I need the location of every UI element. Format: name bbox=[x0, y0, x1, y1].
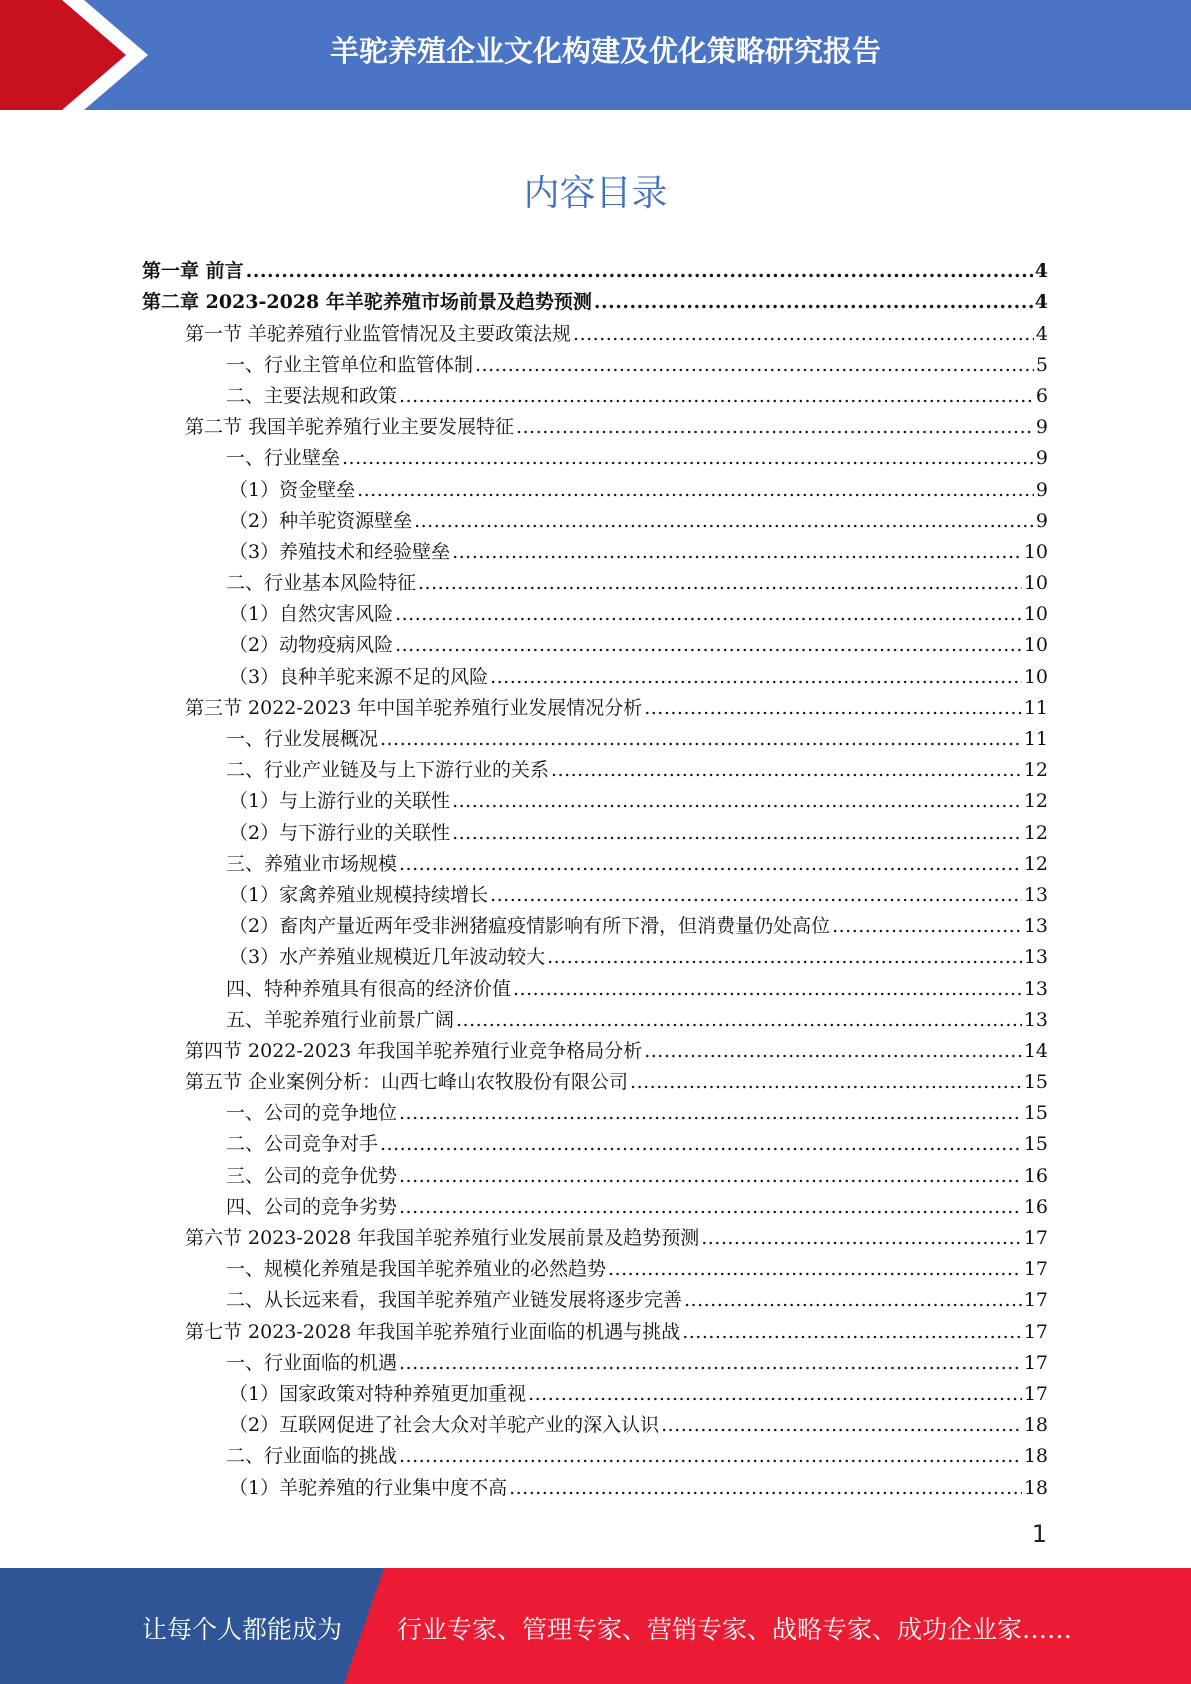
toc-entry[interactable] bbox=[142, 1468, 1048, 1499]
toc-entry[interactable] bbox=[142, 626, 1048, 657]
toc-dot-leader bbox=[832, 915, 1022, 938]
toc-entry-page: 4 bbox=[1035, 322, 1048, 345]
toc-entry-title: （3）良种羊驼来源不足的风险 bbox=[229, 665, 489, 688]
toc-dot-leader bbox=[399, 1196, 1022, 1219]
toc-entry-title: （3）水产养殖业规模近几年波动较大 bbox=[229, 946, 546, 969]
toc-entry[interactable] bbox=[142, 470, 1048, 501]
toc-dot-leader bbox=[380, 1133, 1022, 1156]
toc-dot-leader bbox=[644, 697, 1022, 720]
toc-dot-leader bbox=[418, 572, 1022, 595]
toc-entry-title: 三、养殖业市场规模 bbox=[226, 852, 398, 875]
toc-entry[interactable] bbox=[142, 845, 1048, 876]
toc-entry[interactable] bbox=[142, 564, 1048, 595]
toc-entry-page: 13 bbox=[1023, 1008, 1048, 1031]
toc-entry-page: 11 bbox=[1023, 696, 1048, 719]
toc-dot-leader bbox=[608, 1258, 1022, 1281]
toc-dot-leader bbox=[395, 603, 1022, 626]
toc-dot-leader bbox=[594, 291, 1033, 314]
toc-entry-title: 三、公司的竞争优势 bbox=[226, 1164, 398, 1187]
toc-entry-page: 13 bbox=[1023, 946, 1048, 969]
toc-entry-page: 12 bbox=[1023, 821, 1048, 844]
toc-entry-page: 12 bbox=[1023, 790, 1048, 813]
toc-entry-page: 11 bbox=[1023, 728, 1048, 750]
toc-entry[interactable] bbox=[142, 938, 1048, 969]
toc-entry-title: 第二章 2023-2028 年羊驼养殖市场前景及趋势预测 bbox=[142, 291, 592, 314]
toc-entry[interactable] bbox=[142, 689, 1048, 720]
toc-entry-page: 18 bbox=[1023, 1476, 1048, 1499]
toc-entry[interactable] bbox=[142, 1344, 1048, 1375]
toc-entry-title: （1）国家政策对特种养殖更加重视 bbox=[229, 1382, 527, 1405]
toc-entry[interactable] bbox=[142, 502, 1048, 533]
toc-entry-page: 13 bbox=[1023, 915, 1048, 938]
toc-entry-title: 二、行业产业链及与上下游行业的关系 bbox=[226, 759, 550, 782]
toc-entry-title: 四、公司的竞争劣势 bbox=[226, 1195, 398, 1218]
toc-dot-leader bbox=[490, 884, 1022, 907]
toc-entry-title: 二、从长远来看，我国羊驼养殖产业链发展将逐步完善 bbox=[226, 1289, 683, 1312]
toc-entry-title: （1）资金壁垒 bbox=[229, 478, 356, 501]
toc-dot-leader bbox=[452, 790, 1022, 813]
toc-entry[interactable] bbox=[142, 595, 1048, 626]
toc-entry[interactable] bbox=[142, 1312, 1048, 1343]
toc-entry-page: 17 bbox=[1023, 1289, 1048, 1312]
toc-entry-page: 12 bbox=[1023, 759, 1048, 782]
toc-entry-title: （1）家禽养殖业规模持续增长 bbox=[229, 883, 489, 906]
toc-entry-page: 9 bbox=[1035, 509, 1048, 532]
toc-entry-title: （2）种羊驼资源壁垒 bbox=[229, 509, 413, 532]
toc-dot-leader bbox=[399, 1352, 1022, 1375]
toc-entry-title: 一、行业主管单位和监管体制 bbox=[226, 353, 474, 376]
toc-entry-page: 9 bbox=[1035, 416, 1048, 439]
toc-entry-page: 10 bbox=[1023, 665, 1048, 688]
toc-entry[interactable] bbox=[142, 876, 1048, 907]
toc-entry-title: 二、公司竞争对手 bbox=[226, 1133, 379, 1156]
toc-dot-leader bbox=[452, 541, 1022, 564]
toc-dot-leader bbox=[399, 1165, 1022, 1188]
toc-entry-title: 第四节 2022-2023 年我国羊驼养殖行业竞争格局分析 bbox=[185, 1039, 643, 1062]
toc-entry-title: 第六节 2023-2028 年我国羊驼养殖行业发展前景及趋势预测 bbox=[185, 1227, 700, 1249]
toc-dot-leader bbox=[547, 946, 1022, 969]
toc-entry-title: 一、行业发展概况 bbox=[226, 728, 379, 750]
toc-entry-page: 18 bbox=[1023, 1414, 1048, 1437]
toc-entry-title: 五、羊驼养殖行业前景广阔 bbox=[226, 1008, 455, 1031]
toc-entry-title: 四、特种养殖具有很高的经济价值 bbox=[226, 977, 512, 1000]
toc-dot-leader bbox=[661, 1414, 1022, 1437]
toc-dot-leader bbox=[342, 447, 1034, 470]
toc-entry[interactable] bbox=[142, 1125, 1048, 1156]
toc-entry[interactable] bbox=[142, 1001, 1048, 1032]
toc-entry[interactable] bbox=[142, 1375, 1048, 1406]
toc-entry-page: 13 bbox=[1023, 977, 1048, 1000]
toc-dot-leader bbox=[246, 260, 1033, 283]
toc-entry[interactable] bbox=[142, 346, 1048, 377]
toc-entry-title: 第一节 羊驼养殖行业监管情况及主要政策法规 bbox=[185, 322, 572, 345]
toc-entry-title: （2）与下游行业的关联性 bbox=[229, 821, 451, 844]
toc-dot-leader bbox=[516, 416, 1034, 439]
toc-entry-title: 二、行业面临的挑战 bbox=[226, 1445, 398, 1468]
toc-entry-title: （1）与上游行业的关联性 bbox=[229, 790, 451, 813]
toc-entry[interactable] bbox=[142, 252, 1048, 283]
toc-entry-page: 18 bbox=[1023, 1445, 1048, 1468]
toc-dot-leader bbox=[456, 1009, 1022, 1032]
toc-dot-leader bbox=[528, 1383, 1022, 1406]
toc-entry-page: 17 bbox=[1023, 1258, 1048, 1281]
toc-dot-leader bbox=[573, 323, 1034, 346]
toc-entry-page: 16 bbox=[1023, 1164, 1048, 1187]
page-number: 1 bbox=[1031, 1520, 1047, 1548]
toc-entry-title: 一、行业面临的机遇 bbox=[226, 1351, 398, 1374]
toc-dot-leader bbox=[452, 822, 1022, 845]
toc-entry-title: 一、公司的竞争地位 bbox=[226, 1102, 398, 1125]
toc-dot-leader bbox=[509, 1477, 1022, 1500]
toc-entry-page: 17 bbox=[1023, 1382, 1048, 1405]
toc-entry[interactable] bbox=[142, 782, 1048, 813]
toc-dot-leader bbox=[380, 728, 1022, 751]
toc-entry[interactable] bbox=[142, 1188, 1048, 1219]
toc-entry[interactable] bbox=[142, 408, 1048, 439]
toc-entry-title: 第二节 我国羊驼养殖行业主要发展特征 bbox=[185, 416, 515, 439]
toc-entry[interactable] bbox=[142, 1219, 1048, 1250]
toc-dot-leader bbox=[684, 1289, 1022, 1312]
toc-dot-leader bbox=[357, 479, 1034, 502]
toc-entry[interactable] bbox=[142, 1406, 1048, 1437]
toc-dot-leader bbox=[395, 634, 1022, 657]
toc-dot-leader bbox=[682, 1321, 1022, 1344]
footer-slogan: 让每个人都能成为 bbox=[142, 1615, 343, 1644]
toc-entry-title: （3）养殖技术和经验壁垒 bbox=[229, 540, 451, 563]
toc-entry[interactable] bbox=[142, 439, 1048, 470]
toc-dot-leader bbox=[630, 1071, 1022, 1094]
toc-entry-page: 12 bbox=[1023, 852, 1048, 875]
toc-entry-page: 10 bbox=[1023, 603, 1048, 626]
toc-dot-leader bbox=[644, 1040, 1022, 1063]
toc-entry-page: 14 bbox=[1023, 1039, 1048, 1062]
toc-entry-page: 17 bbox=[1023, 1227, 1048, 1249]
toc-entry[interactable] bbox=[142, 283, 1048, 314]
toc-entry-page: 17 bbox=[1023, 1351, 1048, 1374]
toc-entry[interactable] bbox=[142, 314, 1048, 345]
toc-entry-title: （2）互联网促进了社会大众对羊驼产业的深入认识 bbox=[229, 1414, 660, 1437]
toc-entry-title: 第三节 2022-2023 年中国羊驼养殖行业发展情况分析 bbox=[185, 696, 643, 719]
toc-dot-leader bbox=[399, 385, 1034, 408]
toc-entry[interactable] bbox=[142, 1156, 1048, 1187]
toc-entry-page: 15 bbox=[1023, 1071, 1048, 1094]
toc-entry-page: 4 bbox=[1034, 291, 1048, 314]
toc-entry[interactable] bbox=[142, 1437, 1048, 1468]
toc-entry-title: （2）动物疫病风险 bbox=[229, 634, 394, 657]
toc-entry-page: 10 bbox=[1023, 572, 1048, 595]
toc-entry[interactable] bbox=[142, 1094, 1048, 1125]
toc-entry[interactable] bbox=[142, 1032, 1048, 1063]
toc-dot-leader bbox=[414, 510, 1034, 533]
toc-entry[interactable] bbox=[142, 533, 1048, 564]
toc-entry[interactable] bbox=[142, 813, 1048, 844]
toc-dot-leader bbox=[399, 1102, 1022, 1125]
toc-entry-title: 第七节 2023-2028 年我国羊驼养殖行业面临的机遇与挑战 bbox=[185, 1320, 681, 1343]
toc-entry[interactable] bbox=[142, 751, 1048, 782]
toc-dot-leader bbox=[513, 978, 1022, 1001]
toc-entry[interactable] bbox=[142, 907, 1048, 938]
toc-entry-title: （2）畜肉产量近两年受非洲猪瘟疫情影响有所下滑，但消费量仍处高位 bbox=[229, 915, 831, 938]
toc-dot-leader bbox=[551, 759, 1022, 782]
toc-dot-leader bbox=[701, 1227, 1022, 1250]
toc-dot-leader bbox=[399, 1445, 1022, 1468]
toc-dot-leader bbox=[475, 354, 1034, 377]
toc-entry[interactable] bbox=[142, 720, 1048, 751]
toc-entry-page: 10 bbox=[1023, 634, 1048, 657]
toc-entry[interactable] bbox=[142, 1063, 1048, 1094]
toc-entry-page: 9 bbox=[1035, 447, 1048, 470]
toc-entry-page: 9 bbox=[1035, 478, 1048, 501]
toc-entry-page: 10 bbox=[1023, 540, 1048, 563]
toc-dot-leader bbox=[399, 853, 1022, 876]
toc-entry-title: 第五节 企业案例分析：山西七峰山农牧股份有限公司 bbox=[185, 1071, 629, 1094]
toc-entry-page: 5 bbox=[1035, 353, 1048, 376]
toc-entry-page: 6 bbox=[1035, 384, 1048, 407]
report-title: 羊驼养殖企业文化构建及优化策略研究报告 bbox=[329, 34, 881, 68]
toc-entry-title: 第一章 前言 bbox=[142, 260, 244, 283]
toc-entry[interactable] bbox=[142, 1250, 1048, 1281]
toc-heading: 内容目录 bbox=[523, 173, 668, 214]
toc-entry-page: 4 bbox=[1034, 260, 1048, 283]
toc-entry-page: 13 bbox=[1023, 883, 1048, 906]
toc-entry-page: 17 bbox=[1023, 1320, 1048, 1343]
toc-entry-page: 15 bbox=[1023, 1133, 1048, 1156]
toc-entry-page: 16 bbox=[1023, 1195, 1048, 1218]
toc-entry[interactable] bbox=[142, 969, 1048, 1000]
toc-entry[interactable] bbox=[142, 377, 1048, 408]
toc-entry-title: （1）羊驼养殖的行业集中度不高 bbox=[229, 1476, 508, 1499]
table-of-contents bbox=[142, 252, 1048, 1500]
footer-roles: 行业专家、管理专家、营销专家、战略专家、成功企业家…… bbox=[397, 1615, 1073, 1644]
toc-entry-title: 二、行业基本风险特征 bbox=[226, 572, 417, 595]
toc-entry[interactable] bbox=[142, 1281, 1048, 1312]
toc-entry-page: 15 bbox=[1023, 1102, 1048, 1125]
toc-dot-leader bbox=[490, 666, 1022, 689]
toc-entry-title: 一、规模化养殖是我国羊驼养殖业的必然趋势 bbox=[226, 1258, 607, 1281]
toc-entry[interactable] bbox=[142, 657, 1048, 688]
toc-entry-title: 二、主要法规和政策 bbox=[226, 384, 398, 407]
toc-entry-title: （1）自然灾害风险 bbox=[229, 603, 394, 626]
toc-entry-title: 一、行业壁垒 bbox=[226, 447, 341, 470]
